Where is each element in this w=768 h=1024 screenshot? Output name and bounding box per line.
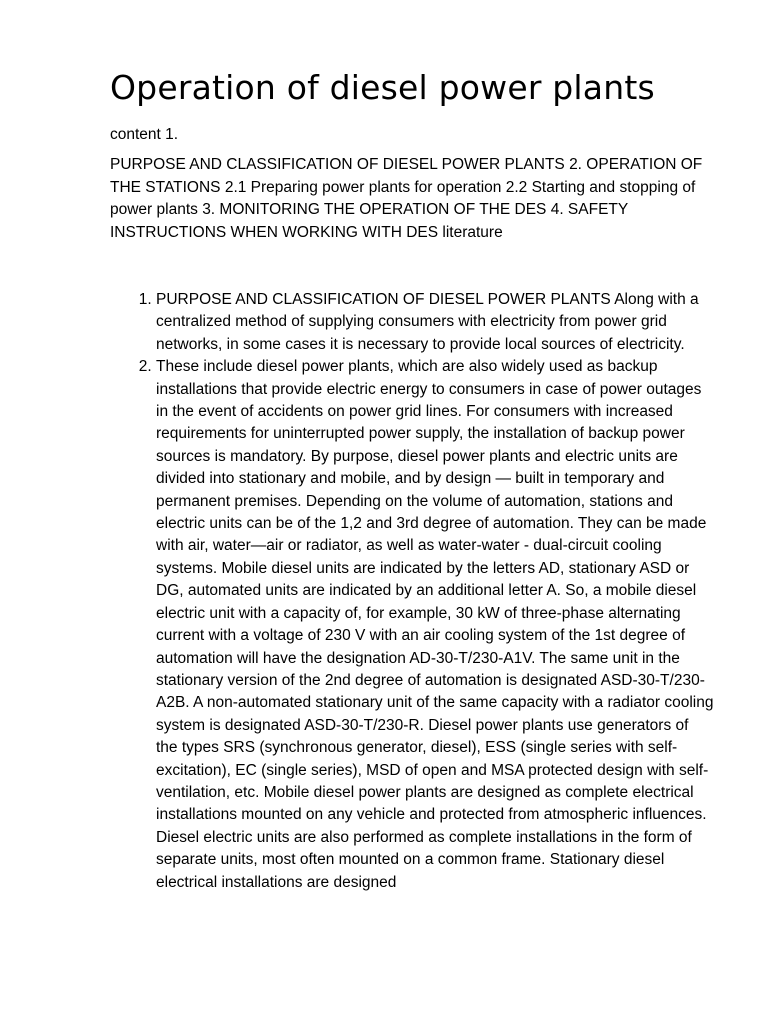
document-title: Operation of diesel power plants xyxy=(110,68,655,107)
table-of-contents-paragraph: PURPOSE AND CLASSIFICATION OF DIESEL POWER PLANTS 2. OPERATION OF THE STATIONS 2.1 Preparing power plants for operation 2.2 Starting and stopping of power plants 3. MONITORING THE OPERATION OF THE DES 4. SAFETY INSTRUCTIONS WHEN WORKING WITH DES literature xyxy=(110,156,703,241)
list-item: 2. These include diesel power plants, which are also widely used as backup installations that provide electric energy to consumers in case of power outages in the event of accidents on power grid lines. For consumers with increased requirements for uninterrupted power supply, the installation of backup power sources is mandatory. By purpose, diesel power plants and electric units are divided into stationary and mobile, and by design — built in temporary and permanent premises. Depending on the volume of automation, stations and electric units can be of the 1,2 and 3rd degree of automation. They can be made with air, water—air or radiator, as well as water-water - dual-circuit cooling systems. Mobile diesel units are indicated by the letters AD, stationary ASD or DG, automated units are indicated by an additional letter A. So, a mobile diesel electric unit with a capacity of, for example, 30 kW of three-phase alternating current with a voltage of 230 V with an air cooling system of the 1st degree of automation will have the designation AD-30-T/230-A1V. The same unit in the stationary version of the 2nd degree of automation is designated ASD-30-T/230-A2B. A non-automated stationary unit of the same capacity with a radiator cooling system is designated ASD-30-T/230-R. Diesel power plants use generators of the types SRS (synchronous generator, diesel), ESS (single series with self-excitation), EC (single series), MSD of open and MSA protected design with self-ventilation, etc. Mobile diesel power plants are designed as complete electrical installations mounted on any vehicle and protected from atmospheric influences. Diesel electric units are also performed as complete installations in the form of separate units, most often mounted on a common frame. Stationary diesel electrical installations are designed xyxy=(156,356,714,894)
document-page xyxy=(110,66,714,894)
numbered-list xyxy=(110,289,714,894)
list-item: 1. PURPOSE AND CLASSIFICATION OF DIESEL POWER PLANTS Along with a centralized method of supplying consumers with electricity from power grid networks, in some cases it is necessary to provide local sources of electricity. xyxy=(156,289,714,356)
content-label: content 1. xyxy=(110,126,179,143)
